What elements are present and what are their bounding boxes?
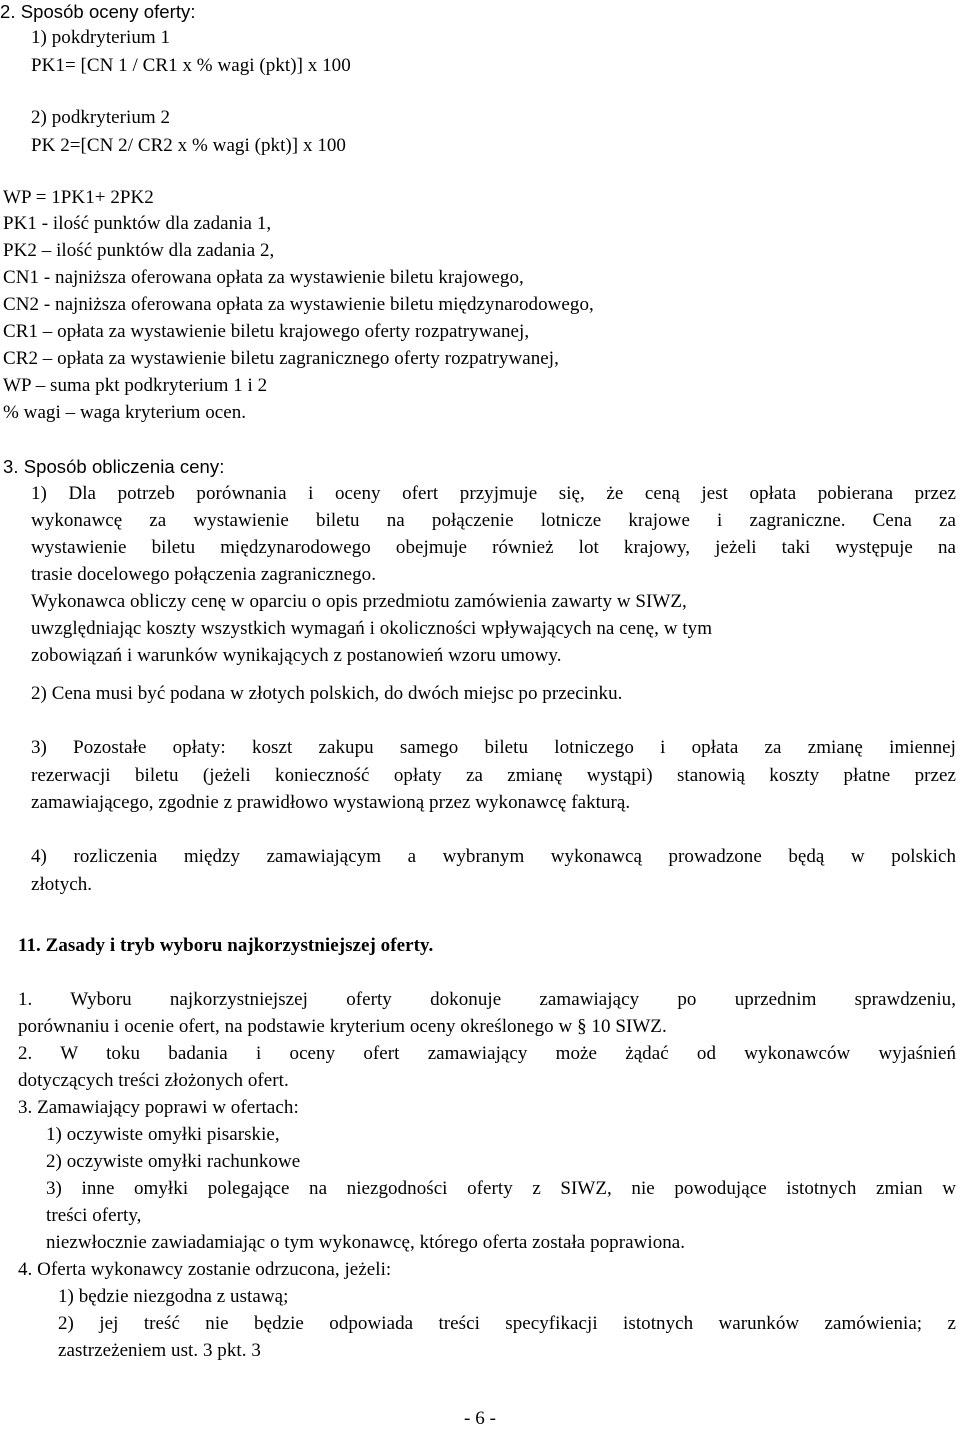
subcriterion-1-formula: PK1= [CN 1 / CR1 x % wagi (pkt)] x 100 [31, 55, 351, 76]
subcriterion-2-formula: PK 2=[CN 2/ CR2 x % wagi (pkt)] x 100 [31, 135, 346, 156]
list-item-line: 4. Oferta wykonawcy zostanie odrzucona, jeżeli: [18, 1259, 392, 1280]
paragraph-line: zamawiającego, zgodnie z prawidłowo wystawioną przez wykonawcę fakturą. [31, 792, 631, 813]
paragraph-line: uwzględniając koszty wszystkich wymagań i okoliczności wpływających na cenę, w tym [31, 618, 713, 639]
section-3-heading: 3. Sposób obliczenia ceny: [3, 456, 225, 477]
sub-item-line: 2) oczywiste omyłki rachunkowe [46, 1151, 301, 1172]
legend-line: WP = 1PK1+ 2PK2 [3, 187, 154, 208]
paragraph-line: złotych. [31, 874, 93, 895]
sub-item-line: 1) oczywiste omyłki pisarskie, [46, 1124, 280, 1145]
legend-line: WP – suma pkt podkryterium 1 i 2 [3, 375, 268, 396]
sub-item-line: treści oferty, [46, 1205, 142, 1226]
paragraph-line: wystawienie biletu międzynarodowego obejmuje również lot krajowy, jeżeli taki występuje na [31, 537, 956, 558]
legend-line: PK1 - ilość punktów dla zadania 1, [3, 213, 272, 234]
section-2-heading: 2. Sposób oceny oferty: [0, 1, 196, 22]
list-item-line: porównaniu i ocenie ofert, na podstawie kryterium oceny określonego w § 10 SIWZ. [18, 1016, 667, 1037]
paragraph-line: 2) Cena musi być podana w złotych polskich, do dwóch miejsc po przecinku. [31, 683, 623, 704]
list-item-line: 1. Wyboru najkorzystniejszej oferty dokonuje zamawiający po uprzednim sprawdzeniu, [18, 989, 956, 1010]
paragraph-line: trasie docelowego połączenia zagranicznego. [31, 564, 377, 585]
paragraph-line: 1) Dla potrzeb porównania i oceny ofert przyjmuje się, że ceną jest opłata pobierana przez [31, 483, 956, 504]
paragraph-line: wykonawcę za wystawienie biletu na połączenie lotnicze krajowe i zagraniczne. Cena za [31, 510, 956, 531]
legend-line: PK2 – ilość punktów dla zadania 2, [3, 240, 275, 261]
legend-line: CN1 - najniższa oferowana opłata za wystawienie biletu krajowego, [3, 267, 524, 288]
paragraph-line: Wykonawca obliczy cenę w oparciu o opis przedmiotu zamówienia zawarty w SIWZ, [31, 591, 687, 612]
paragraph-line: 3) Pozostałe opłaty: koszt zakupu samego biletu lotniczego i opłata za zmianę imiennej [31, 737, 956, 758]
legend-line: % wagi – waga kryterium ocen. [3, 402, 247, 423]
list-item-line: 3. Zamawiający poprawi w ofertach: [18, 1097, 299, 1118]
paragraph-line: rezerwacji biletu (jeżeli konieczność opłaty za zmianę wystąpi) stanowią koszty płatne przez [31, 765, 956, 786]
sub-item-line: niezwłocznie zawiadamiając o tym wykonawcę, którego oferta została poprawiona. [46, 1232, 686, 1253]
subcriterion-2-title: 2) podkryterium 2 [31, 107, 171, 128]
sub-item-line: 3) inne omyłki polegające na niezgodności oferty z SIWZ, nie powodujące istotnych zmian w [46, 1178, 956, 1199]
list-item-line: dotyczących treści złożonych ofert. [18, 1070, 289, 1091]
legend-line: CR1 – opłata za wystawienie biletu krajowego oferty rozpatrywanej, [3, 321, 530, 342]
page-number: - 6 - [464, 1408, 496, 1429]
paragraph-line: zobowiązań i warunków wynikających z postanowień wzoru umowy. [31, 645, 562, 666]
list-item-line: 2. W toku badania i oceny ofert zamawiający może żądać od wykonawców wyjaśnień [18, 1043, 956, 1064]
paragraph-line: 4) rozliczenia między zamawiającym a wybranym wykonawcą prowadzone będą w polskich [31, 846, 956, 867]
sub-item-line: zastrzeżeniem ust. 3 pkt. 3 [58, 1340, 261, 1361]
sub-item-line: 1) będzie niezgodna z ustawą; [58, 1286, 289, 1307]
legend-line: CN2 - najniższa oferowana opłata za wystawienie biletu międzynarodowego, [3, 294, 594, 315]
subcriterion-1-title: 1) pokdryterium 1 [31, 27, 171, 48]
section-11-heading: 11. Zasady i tryb wyboru najkorzystniejszej oferty. [18, 935, 434, 956]
legend-line: CR2 – opłata za wystawienie biletu zagranicznego oferty rozpatrywanej, [3, 348, 559, 369]
sub-item-line: 2) jej treść nie będzie odpowiada treści specyfikacji istotnych warunków zamówienia; z [58, 1313, 956, 1334]
